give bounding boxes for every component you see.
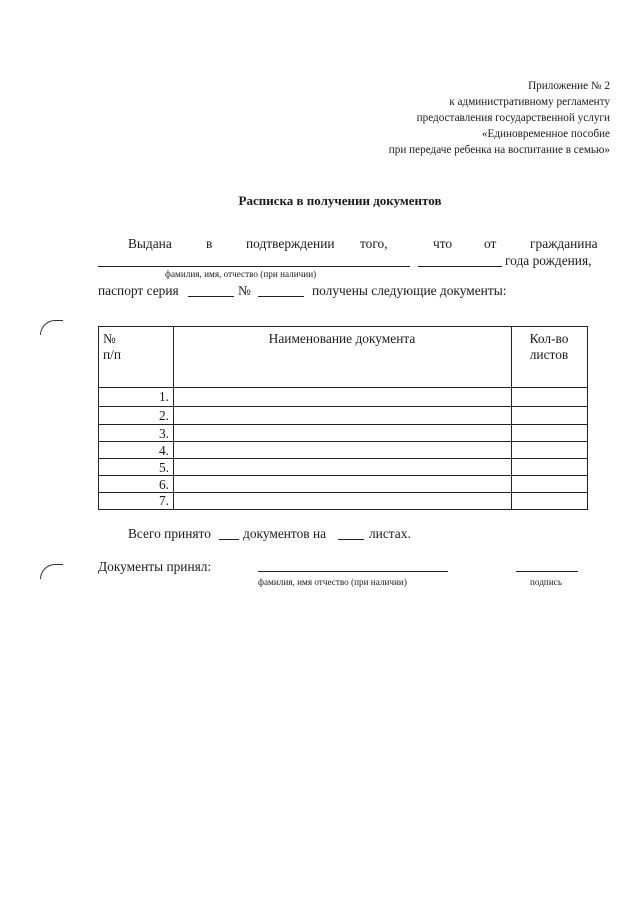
row-number: 2. bbox=[158, 408, 169, 423]
table-divider bbox=[99, 424, 587, 425]
passport-number-field[interactable] bbox=[258, 296, 304, 297]
word-what: что bbox=[433, 236, 453, 251]
word-that: того, bbox=[360, 236, 388, 251]
citizen-name-field[interactable] bbox=[98, 266, 410, 267]
passport-series-label: паспорт серия bbox=[98, 283, 179, 298]
word-from: от bbox=[484, 236, 497, 251]
table-divider bbox=[99, 406, 587, 407]
header-sheet-count bbox=[511, 331, 587, 363]
row-number: 3. bbox=[158, 426, 169, 441]
word-confirmation: подтверждении bbox=[246, 236, 335, 251]
header-number bbox=[103, 331, 121, 363]
received-label: получены следующие документы: bbox=[312, 283, 507, 298]
word-citizen: гражданина bbox=[530, 236, 598, 251]
annex-line-1: Приложение № 2 bbox=[528, 80, 610, 92]
total-middle: документов на bbox=[243, 526, 327, 541]
total-prefix: Всего принято bbox=[128, 526, 211, 541]
birth-year-field[interactable] bbox=[418, 266, 502, 267]
header-document-name: Наименование документа bbox=[268, 331, 416, 346]
total-documents-field[interactable] bbox=[219, 539, 239, 540]
annex-header bbox=[389, 78, 610, 158]
word-in: в bbox=[206, 236, 213, 251]
table-divider bbox=[99, 441, 587, 442]
punch-hole-mark bbox=[40, 564, 63, 579]
signature-hint: подпись bbox=[530, 577, 563, 587]
row-number: 7. bbox=[158, 493, 169, 508]
row-number: 4. bbox=[158, 443, 169, 458]
citizen-name-hint: фамилия, имя, отчество (при наличии) bbox=[165, 269, 317, 279]
passport-number-label: № bbox=[238, 283, 251, 298]
row-number: 6. bbox=[158, 477, 169, 492]
header-sheet-count-line-2: листов bbox=[529, 347, 569, 362]
header-number-line-1: № bbox=[103, 331, 116, 346]
accepted-name-hint: фамилия, имя отчество (при наличии) bbox=[258, 577, 407, 587]
document-title: Расписка в получении документов bbox=[238, 193, 442, 208]
accepted-label: Документы принял: bbox=[98, 559, 212, 574]
header-sheet-count-line-1: Кол-во bbox=[529, 331, 569, 346]
total-sheets-field[interactable] bbox=[338, 539, 364, 540]
signature-field[interactable] bbox=[516, 571, 578, 572]
row-number: 1. bbox=[158, 389, 169, 404]
table-divider bbox=[99, 387, 587, 388]
annex-line-4: «Единовременное пособие bbox=[481, 128, 610, 140]
annex-line-5: при передаче ребенка на воспитание в семью» bbox=[388, 144, 610, 156]
documents-table bbox=[98, 326, 588, 510]
passport-series-field[interactable] bbox=[188, 296, 234, 297]
word-issued: Выдана bbox=[128, 236, 172, 251]
row-number: 5. bbox=[158, 460, 169, 475]
header-number-line-2: п/п bbox=[103, 347, 122, 362]
annex-line-3: предоставления государственной услуги bbox=[416, 112, 610, 124]
table-divider bbox=[99, 458, 587, 459]
table-divider bbox=[99, 492, 587, 493]
birth-year-label: года рождения, bbox=[505, 253, 592, 268]
annex-line-2: к административному регламенту bbox=[449, 96, 610, 108]
accepted-name-field[interactable] bbox=[258, 571, 448, 572]
table-divider bbox=[173, 327, 174, 509]
table-divider bbox=[99, 475, 587, 476]
punch-hole-mark bbox=[40, 320, 63, 335]
total-suffix: листах. bbox=[369, 526, 411, 541]
